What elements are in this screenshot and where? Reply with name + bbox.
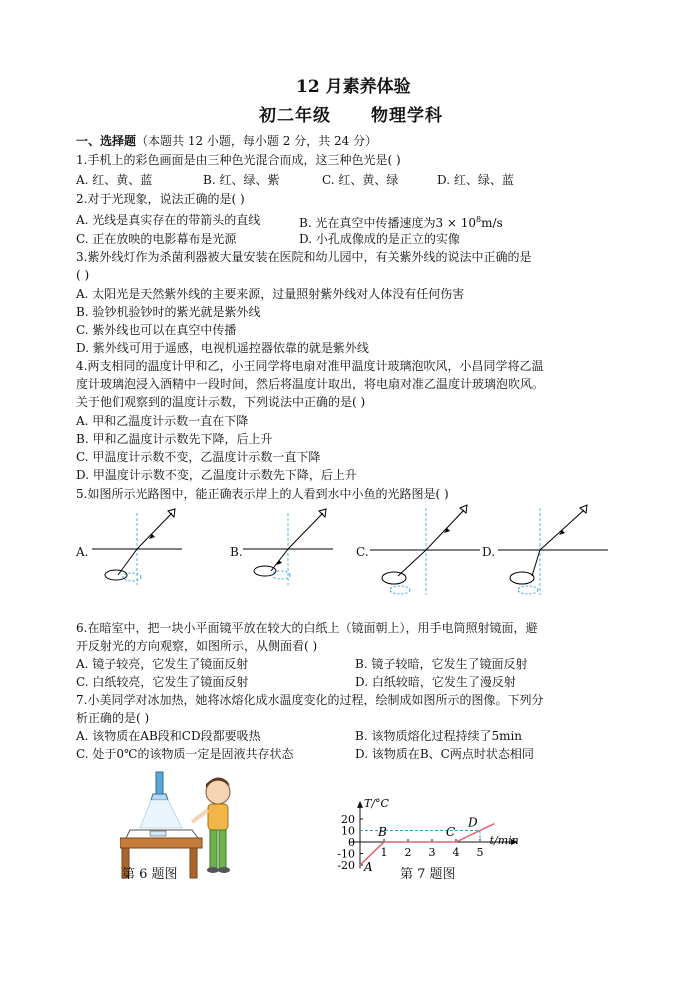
q2-option-c: C. 正在放映的电影幕布是光源 [76,232,237,246]
subject-label: 物理学科 [371,106,443,126]
q3-option-c: C. 紫外线也可以在真空中传播 [76,323,237,337]
q4-stem-line1: 4.两支相同的温度计甲和乙，小王同学将电扇对准甲温度计玻璃泡吹风，小昌同学将乙温 [76,359,544,373]
q4-option-b: B. 甲和乙温度计示数先下降，后上升 [76,432,273,446]
q2-option-a: A. 光线是真实存在的带箭头的直线 [76,213,261,227]
y-tick-label: 0 [348,836,355,849]
figure-6-illustration [120,770,245,880]
q7-stem-line2: 析正确的是( ) [76,711,150,725]
grade-label: 初二年级 [259,106,331,126]
q3-option-d: D. 紫外线可用于遥感，电视机遥控器依靠的就是紫外线 [76,341,369,355]
q5-diagram-a [92,505,182,590]
q2-option-b [299,213,503,230]
y-axis-label: T/°C [364,796,389,810]
point-label-b: B [378,825,387,839]
q6-option-a: A. 镜子较亮，它发生了镜面反射 [76,657,249,671]
q4-option-d: D. 甲温度计示数不变，乙温度计示数先下降，后上升 [76,468,357,482]
q7-option-c: C. 处于0℃的该物质一定是固液共存状态 [76,747,294,761]
q5-diagram-b [243,505,333,590]
y-tick-label: 10 [341,824,355,838]
q1-option-d: D. 红、绿、蓝 [437,173,514,187]
q7-option-a: A. 该物质在AB段和CD段都要吸热 [76,729,261,743]
q7-option-d: D. 该物质在B、C两点时状态相同 [355,747,534,761]
q2-option-d: D. 小孔成像成的是正立的实像 [299,232,460,246]
section-heading [76,134,377,148]
point-label-d: D [468,815,478,830]
figure-6-caption: 第 6 题图 [122,867,178,882]
q2-option-b-exponent: 8 [476,215,482,224]
y-tick-label: -10 [337,847,355,861]
q6-option-b: B. 镜子较暗，它发生了镜面反射 [355,657,528,671]
x-tick-label: 3 [428,846,436,859]
point-label-c: C [446,825,456,839]
q4-option-a: A. 甲和乙温度计示数一直在下降 [76,414,249,428]
q4-option-c: C. 甲温度计示数不变，乙温度计示数一直下降 [76,450,321,464]
figure-7-caption: 第 7 题图 [400,867,456,882]
q6-stem-line2: 开反射光的方向观察，如图所示，从侧面看( ) [76,639,318,653]
q7-stem-line1: 7.小美同学对冰加热，她将冰熔化成水温度变化的过程，绘制成如图所示的图像。下列分 [76,693,544,707]
q5-diagram-d [498,500,608,600]
q6-stem-line1: 6.在暗室中，把一块小平面镜平放在较大的白纸上（镜面朝上），用手电筒照射镜面，避 [76,621,538,635]
q4-stem-line2: 度计玻璃泡浸入酒精中一段时间，然后将温度计取出，将电扇对准乙温度计玻璃泡吹风。 [76,377,545,391]
q1-option-b: B. 红、绿、紫 [203,173,280,187]
point-label-a: A [364,860,373,874]
q6-option-d: D. 白纸较暗，它发生了漫反射 [355,675,516,689]
q6-option-c: C. 白纸较亮，它发生了镜面反射 [76,675,249,689]
q1-option-a: A. 红、黄、蓝 [76,173,153,187]
q5-diagram-c [370,500,480,600]
q5-stem: 5.如图所示光路图中，能正确表示岸上的人看到水中小鱼的光路图是( ) [76,487,449,501]
q4-stem-line3: 关于他们观察到的温度计示数，下列说法中正确的是( ) [76,395,366,409]
q7-option-b: B. 该物质熔化过程持续了5min [355,729,523,743]
x-tick-label: 1 [380,846,388,859]
x-tick-label: 2 [404,846,412,859]
section-note: （本题共 12 小题，每小题 2 分，共 24 分） [136,134,378,148]
x-tick-label: 5 [476,846,484,859]
q2-option-b-unit: m/s [481,216,503,230]
x-tick-label: 4 [452,846,460,859]
q5-option-b: B. [230,545,243,559]
y-tick-label: 20 [341,813,355,826]
q1-stem: 1.手机上的彩色画面是由三种色光混合而成，这三种色光是( ) [76,153,401,167]
x-axis-label: t/min [489,834,519,847]
q5-option-c: C. [356,545,369,559]
y-axis-arrow [357,801,363,808]
page-title: 12 月素养体验 [296,77,411,97]
q5-option-d: D. [482,545,496,559]
q3-stem-bracket: ( ) [76,268,90,282]
q3-option-b: B. 验钞机验钞时的紫光就是紫外线 [76,305,261,319]
section-title: 一、选择题 [76,134,137,148]
y-tick-label: -20 [337,859,355,872]
q2-stem: 2.对于光现象，说法正确的是( ) [76,192,245,206]
q5-option-a: A. [76,545,89,559]
q1-option-c: C. 红、黄、绿 [322,173,399,187]
q3-stem: 3.紫外线灯作为杀菌利器被大量安装在医院和幼儿园中，有关紫外线的说法中正确的是 [76,250,532,264]
q2-option-b-text: B. 光在真空中传播速度为3 × 10 [299,216,477,230]
q3-option-a: A. 太阳光是天然紫外线的主要来源，过量照射紫外线对人体没有任何伤害 [76,287,465,301]
